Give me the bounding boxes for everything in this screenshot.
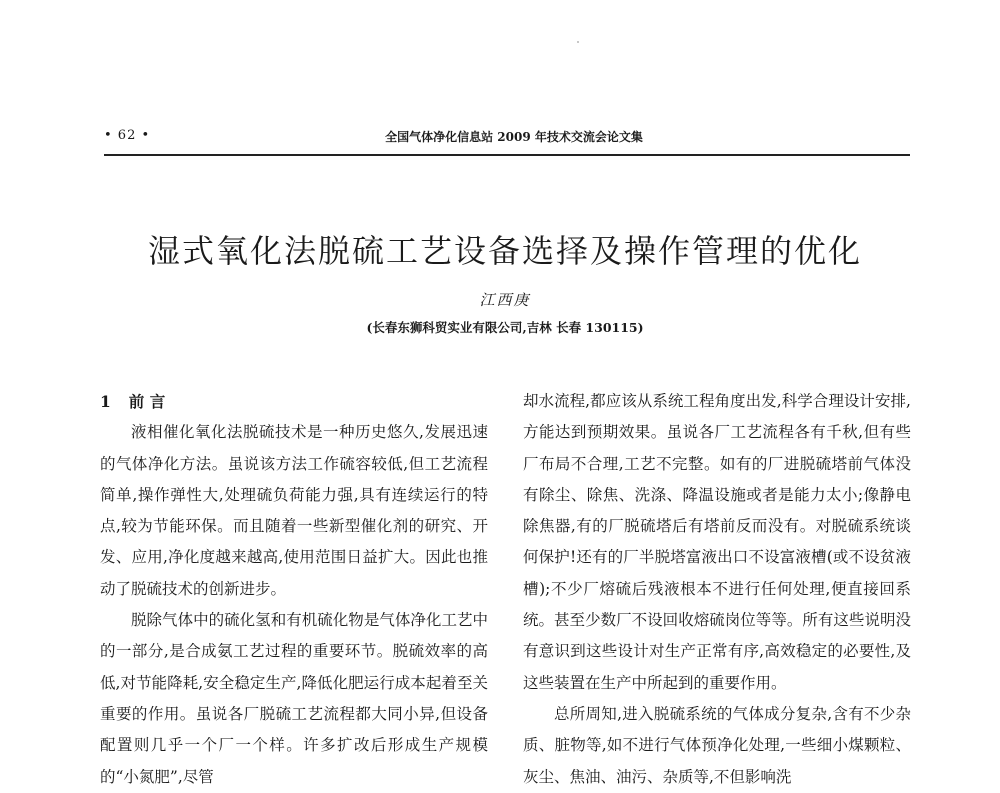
journal-title: 全国气体净化信息站 2009 年技术交流会论文集 (385, 130, 643, 144)
article-title: 湿式氧化法脱硫工艺设备选择及操作管理的优化 (147, 232, 862, 270)
paragraph: 脱除气体中的硫化氢和有机硫化物是气体净化工艺中的一部分,是合成氨工艺过程的重要环节。脱硫效率的高低,对节能降耗,安全稳定生产,降低化肥运行成本起着至关重要的作用。虽说各厂脱硫工艺流程都大同小异,但设备配置则几乎一个厂一个样。许多扩改后形成生产规模的“小氮肥”,尽管 (100, 611, 488, 786)
running-header (104, 124, 910, 148)
paragraph: 总所周知,进入脱硫系统的气体成分复杂,含有不少杂质、脏物等,如不进行气体预净化处理,一些细小煤颗粒、灰尘、焦油、油污、杂质等,不但影响洗 (523, 704, 911, 786)
section-heading (100, 386, 488, 417)
section-title: 前 言 (128, 392, 166, 411)
paragraph: 却水流程,都应该从系统工程角度出发,科学合理设计安排,方能达到预期效果。虽说各厂工艺流程各有千秋,但有些厂布局不合理,工艺不完整。如有的厂进脱硫塔前气体没有除尘、除焦、洗涤、降温设施或者是能力太小;像静电除焦器,有的厂脱硫塔后有塔前反而没有。对脱硫系统谈何保护!还有的厂半脱塔富液出口不设富液槽(或不设贫液槽);不少厂熔硫后残液根本不进行任何处理,便直接回系统。甚至少数厂不设回收熔硫岗位等等。所有这些说明没有意识到这些设计对生产正常有序,高效稳定的必要性,及这些装置在生产中所起到的重要作用。 (523, 392, 911, 692)
left-column (100, 386, 488, 793)
page-number: • 62 • (104, 128, 151, 143)
paragraph: 液相催化氧化法脱硫技术是一种历史悠久,发展迅速的气体净化方法。虽说该方法工作硫容较低,但工艺流程简单,操作弹性大,处理硫负荷能力强,具有连续运行的特点,较为节能环保。而且随着一些新型催化剂的研究、开发、应用,净化度越来越高,使用范围日益扩大。因此也推动了脱硫技术的创新进步。 (100, 423, 488, 598)
section-number: 1 (100, 392, 111, 411)
header-rule (104, 154, 910, 156)
scan-speck (577, 41, 579, 43)
author-name: 江西庚 (479, 291, 531, 309)
author-affiliation: (长春东狮科贸实业有限公司,吉林 长春 130115) (366, 320, 644, 335)
right-column (523, 386, 911, 793)
